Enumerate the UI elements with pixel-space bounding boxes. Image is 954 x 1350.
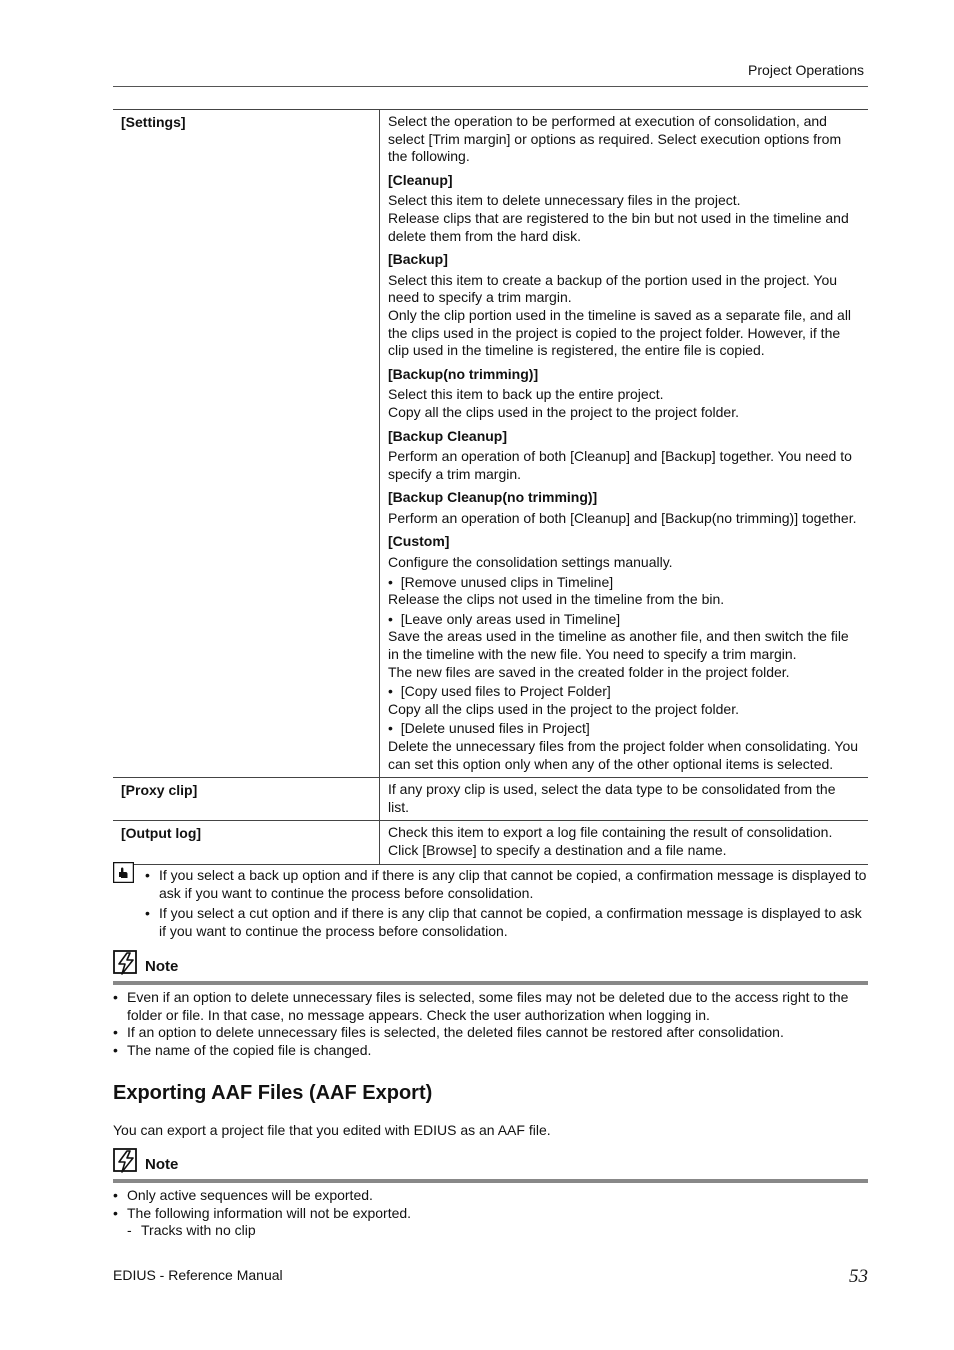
custom-option-text: Delete the unnecessary files from the project folder when consolidating. You can set this option only when any of the other optional items is selected.: [388, 738, 859, 772]
custom-option-name: [Leave only areas used in Timeline]: [400, 610, 621, 627]
output-log-description: Check this item to export a log file containing the result of consolidation. Click [Browse] to specify a destination and a file name.: [380, 821, 869, 864]
note-text: If an option to delete unnecessary files is selected, the deleted files cannot be restored after consolidation.: [127, 1024, 784, 1041]
table-row: [113, 778, 868, 821]
bullet-marker: •: [388, 610, 393, 627]
footer-manual-title: EDIUS - Reference Manual: [113, 1267, 283, 1283]
list-item: [113, 1222, 868, 1240]
proxy-clip-description: If any proxy clip is used, select the data type to be consolidated from the list.: [380, 778, 869, 821]
note-divider: [113, 981, 868, 985]
option-text: Perform an operation of both [Cleanup] and [Backup(no trimming)] together.: [388, 509, 857, 526]
note-label: Note: [145, 1156, 179, 1173]
settings-table: [113, 109, 868, 865]
section-intro: You can export a project file that you edited with EDIUS as an AAF file.: [113, 1122, 551, 1138]
custom-option-name: [Remove unused clips in Timeline]: [400, 573, 614, 590]
option-title: [Custom]: [388, 533, 450, 550]
option-title: [Backup(no trimming)]: [388, 365, 539, 382]
table-row: [113, 110, 868, 778]
option-text: Select this item to back up the entire project.: [388, 386, 664, 403]
settings-description: [380, 110, 869, 778]
list-item: [113, 1024, 868, 1042]
option-title: [Backup Cleanup(no trimming)]: [388, 489, 598, 506]
option-text: Perform an operation of both [Cleanup] and [Backup] together. You need to specify a trim margin.: [388, 448, 852, 482]
custom-option-text: Save the areas used in the timeline as another file, and then switch the file in the timeline with the new file. You need to specify a trim margin.: [388, 628, 849, 663]
option-text: Only the clip portion used in the timeline is saved as a separate file, and all the clips used in the project is copied to the project folder. However, if the clip used in the timeline is registered, the entire file is copied.: [388, 306, 852, 359]
note-list: [113, 989, 868, 1059]
note-icon: [113, 950, 139, 976]
bullet-marker: •: [388, 720, 393, 737]
custom-option-text: The new files are saved in the created folder in the project folder.: [388, 663, 790, 680]
custom-option-item: [388, 720, 860, 738]
note-list: [113, 1187, 868, 1240]
tip-text: If you select a cut option and if there is any clip that cannot be copied, a confirmation message is displayed to ask if you want to continue the process before consolidation.: [159, 905, 862, 939]
custom-option-item: [388, 611, 860, 629]
custom-option-text: Release the clips not used in the timeline from the bin.: [388, 591, 725, 608]
note-text: Only active sequences will be exported.: [127, 1187, 373, 1203]
bullet-marker: •: [113, 989, 118, 1005]
bullet-marker: •: [113, 1204, 118, 1221]
note-header: [113, 950, 868, 982]
tip-list: [143, 867, 868, 943]
note-text: Even if an option to delete unnecessary files is selected, some files may not be deleted due to the access right to the folder or file. In that case, no message appears. Check the user authorization when logging in.: [127, 989, 849, 1023]
settings-label: [Settings]: [113, 110, 380, 778]
option-title: [Backup]: [388, 251, 448, 268]
bullet-marker: •: [145, 905, 150, 922]
bullet-marker: •: [145, 867, 150, 883]
header-divider: [113, 86, 868, 87]
dash-marker: -: [127, 1222, 132, 1239]
page-header: Project Operations: [748, 62, 864, 78]
note-icon: [113, 1148, 139, 1174]
note-header: [113, 1148, 868, 1180]
hand-pointer-icon: [113, 862, 134, 883]
list-item: [113, 1042, 868, 1060]
note-text: The following information will not be exported.: [127, 1204, 412, 1221]
settings-intro: Select the operation to be performed at execution of consolidation, and select [Trim margin] or options as required. Select execution options from the following.: [388, 113, 842, 165]
note-divider: [113, 1179, 868, 1183]
custom-option-list: [388, 574, 860, 774]
section-heading: Exporting AAF Files (AAF Export): [113, 1082, 433, 1104]
bullet-marker: •: [113, 1024, 118, 1041]
table-row: [113, 821, 868, 864]
page-number: 53: [849, 1266, 868, 1287]
custom-option-name: [Delete unused files in Project]: [400, 720, 590, 737]
note-text: The name of the copied file is changed.: [127, 1041, 372, 1058]
bullet-marker: •: [388, 573, 393, 590]
option-text: Copy all the clips used in the project to the project folder.: [388, 403, 739, 420]
option-list: [388, 172, 860, 528]
option-text: Select this item to create a backup of the portion used in the project. You need to specify a trim margin.: [388, 271, 838, 306]
option-text: Release clips that are registered to the bin but not used in the timeline and delete them from the hard disk.: [388, 209, 849, 244]
custom-option-item: [388, 683, 860, 701]
list-item: [143, 867, 868, 902]
list-item: [113, 1205, 868, 1223]
note-label: Note: [145, 958, 179, 975]
option-title: [Backup Cleanup]: [388, 427, 508, 444]
custom-option-item: [388, 574, 860, 592]
bullet-marker: •: [113, 1187, 118, 1203]
custom-intro: Configure the consolidation settings manually.: [388, 554, 673, 571]
output-log-label: [Output log]: [113, 821, 380, 864]
tip-text: If you select a back up option and if there is any clip that cannot be copied, a confirmation message is displayed to ask if you want to continue the process before consolidation.: [159, 867, 867, 901]
custom-option-name: [Copy used files to Project Folder]: [400, 683, 611, 700]
option-title: [Cleanup]: [388, 171, 453, 188]
bullet-marker: •: [113, 1041, 118, 1058]
option-text: Select this item to delete unnecessary files in the project.: [388, 192, 741, 209]
bullet-marker: •: [388, 683, 393, 700]
note-subtext: Tracks with no clip: [141, 1222, 256, 1239]
list-item: [143, 905, 868, 940]
list-item: [113, 989, 868, 1024]
list-item: [113, 1187, 868, 1205]
proxy-clip-label: [Proxy clip]: [113, 778, 380, 821]
custom-option-text: Copy all the clips used in the project to the project folder.: [388, 700, 739, 717]
